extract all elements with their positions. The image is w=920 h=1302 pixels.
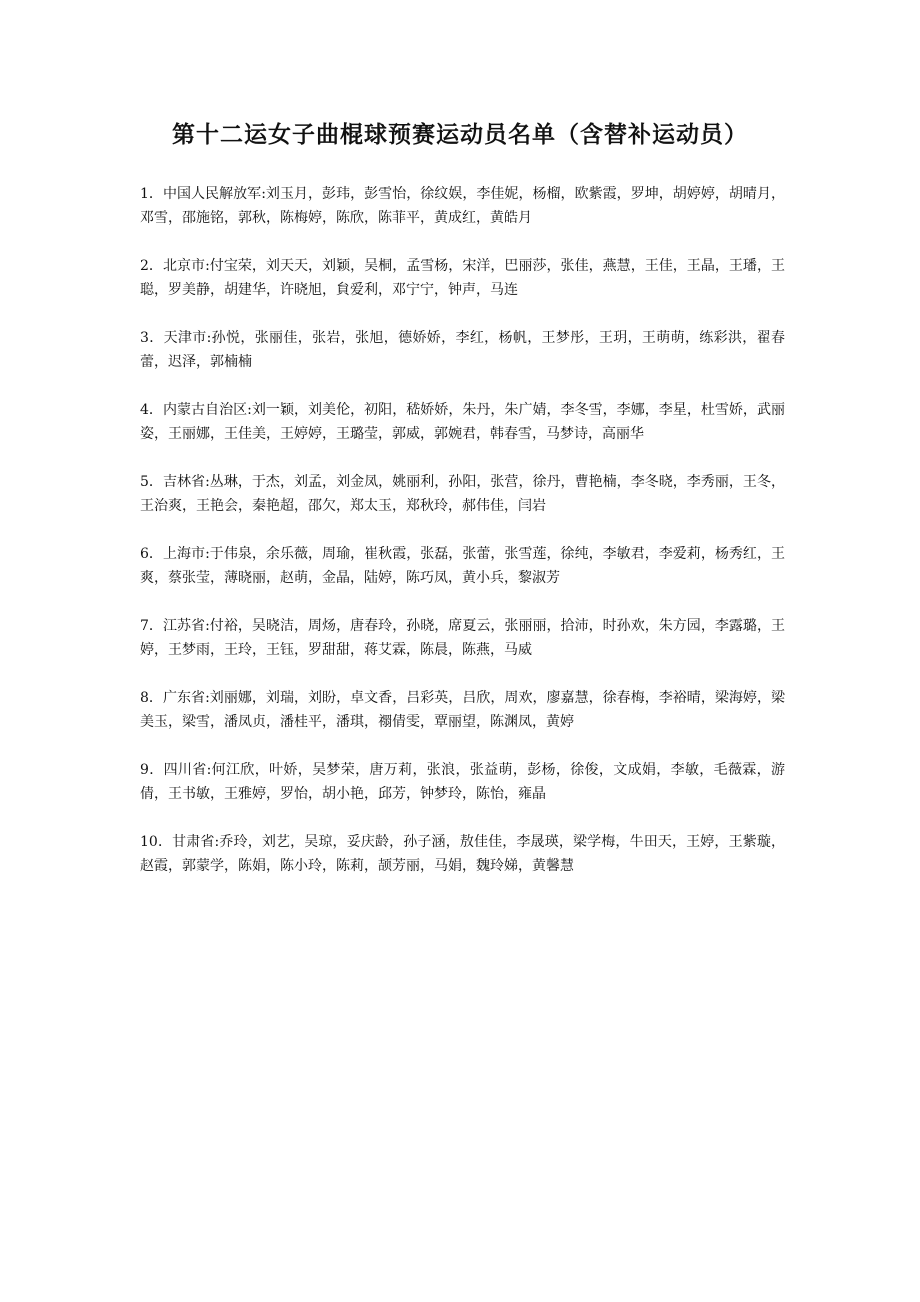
entry-region: 内蒙古自治区 xyxy=(162,402,248,418)
entry-number: 10． xyxy=(140,834,173,850)
roster-entry xyxy=(140,686,785,734)
roster-entry xyxy=(140,830,785,878)
roster-entry xyxy=(140,470,785,518)
roster-entry xyxy=(140,542,785,590)
entry-number: 4． xyxy=(140,402,163,418)
roster-entry xyxy=(140,182,785,230)
entry-athletes: :丛琳，于杰，刘孟，刘金凤，姚丽利，孙阳，张营，徐丹，曹艳楠，李冬晓，李秀丽，王冬，王治爽，王艳会，秦艳超，邵欠，郑太玉，郑秋玲，郝伟佳，闫岩 xyxy=(140,474,785,514)
entry-number: 3． xyxy=(140,330,164,346)
entry-number: 7． xyxy=(140,618,163,634)
entry-number: 8． xyxy=(140,690,163,706)
document-title: 第十二运女子曲棍球预赛运动员名单（含替补运动员） xyxy=(172,121,748,148)
entry-region: 北京市 xyxy=(162,258,206,274)
entry-region: 广东省 xyxy=(162,690,206,706)
entry-athletes: :孙悦，张丽佳，张岩，张旭，德娇娇，李红，杨帆，王梦彤，王玥，王萌萌，练彩洪，翟春蕾，迟泽，郭楠楠 xyxy=(140,330,785,370)
entry-athletes: :刘丽娜，刘瑞，刘盼，卓文香，吕彩英，吕欣，周欢，廖嘉慧，徐春梅，李裕晴，梁海婷，梁美玉，梁雪，潘凤贞，潘桂平，潘琪，禤倩雯，覃丽望，陈渊凤，黄婷 xyxy=(140,690,785,730)
entry-athletes: :乔玲，刘艺，吴琼，妥庆龄，孙子涵，敖佳佳，李晟瑛，梁学梅，牛田天，王婷，王紫璇，赵霞，郭蒙学，陈娟，陈小玲，陈莉，颉芳丽，马娟，魏玲娣，黄馨慧 xyxy=(140,834,785,874)
entry-region: 天津市 xyxy=(163,330,207,346)
entry-athletes: :于伟泉，余乐薇，周瑜，崔秋霞，张磊，张蕾，张雪莲，徐纯，李敏君，李爱莉，杨秀红，王爽，蔡张莹，薄晓丽，赵萌，金晶，陆婷，陈巧凤，黄小兵，黎淑芳 xyxy=(140,546,785,586)
entry-athletes: :付宝荣，刘天天，刘颖，吴桐，孟雪杨，宋洋，巴丽莎，张佳，燕慧，王佳，王晶，王璠，王聪，罗美静，胡建华，许晓旭，貟爱利，邓宁宁，钟声，马连 xyxy=(140,258,785,298)
roster-entry xyxy=(140,326,785,374)
entry-athletes: :刘一颖，刘美伦，初阳，嵇娇娇，朱丹，朱广婧，李冬雪，李娜，李星，杜雪娇，武丽姿，王丽娜，王佳美，王婷婷，王璐莹，郭威，郭婉君，韩春雪，马梦诗，高丽华 xyxy=(140,402,785,442)
entry-athletes: :刘玉月，彭玮，彭雪怡，徐纹娱，李佳妮，杨榴，欧紫霞，罗坤，胡婷婷，胡晴月，邓雪，邵施铭，郭秋，陈梅婷，陈欣，陈菲平，黄成红，黄皓月 xyxy=(140,186,785,226)
entry-region: 甘肃省 xyxy=(172,834,215,850)
entry-athletes: :何江欣，叶娇，吴梦荣，唐万莉，张浪，张益萌，彭杨，徐俊，文成娟，李敏，毛薇霖，游倩，王书敏，王雅婷，罗怡，胡小艳，邱芳，钟梦玲，陈怡，雍晶 xyxy=(140,762,785,802)
entry-number: 1． xyxy=(140,186,163,202)
roster-entry xyxy=(140,254,785,302)
entry-number: 2． xyxy=(140,258,163,274)
team-roster-list xyxy=(140,182,785,902)
entry-number: 6． xyxy=(140,546,163,562)
entry-region: 四川省 xyxy=(163,762,207,778)
entry-number: 9． xyxy=(140,762,164,778)
entry-region: 中国人民解放军 xyxy=(162,186,262,202)
entry-region: 上海市 xyxy=(162,546,206,562)
roster-entry xyxy=(140,758,785,806)
entry-athletes: :付裕，吴晓洁，周炀，唐春玲，孙晓，席夏云，张丽丽，拾沛，时孙欢，朱方园，李露璐，王婷，王梦雨，王玲，王钰，罗甜甜，蒋艾霖，陈晨，陈燕，马威 xyxy=(140,618,785,658)
entry-number: 5． xyxy=(140,474,163,490)
roster-entry xyxy=(140,614,785,662)
entry-region: 吉林省 xyxy=(162,474,206,490)
roster-entry xyxy=(140,398,785,446)
entry-region: 江苏省 xyxy=(162,618,206,634)
